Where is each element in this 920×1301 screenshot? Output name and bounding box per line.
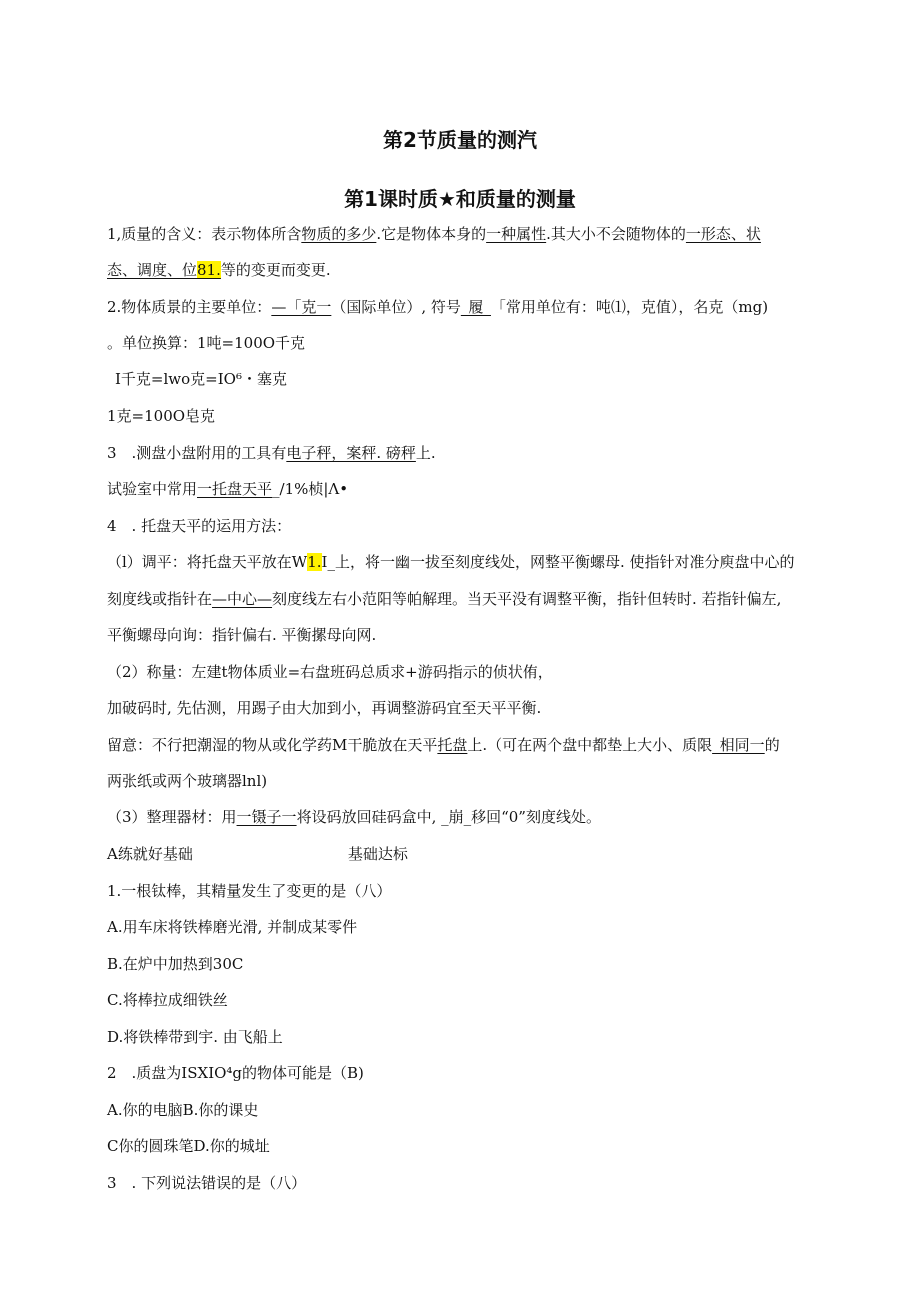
- text-line-8: [107, 478, 348, 500]
- text-line-12: 平衡螺母向询：指针偏右. 平衡摞母向网.: [107, 626, 377, 644]
- option-c: C.将棒拉成细铁丝: [107, 991, 228, 1009]
- text-line-15: [107, 734, 780, 756]
- answer-blank: 一形态、状: [685, 225, 761, 243]
- text-segment: 的: [764, 736, 780, 754]
- text-segment: _/1%桢|Λ•: [272, 480, 349, 498]
- answer-blank: _履_: [460, 298, 491, 316]
- text-segment: .其大小不会随物体的: [546, 225, 686, 243]
- option-a: A.用车床将铁棒磨光滑, 并制成某零件: [107, 918, 358, 936]
- option-b: B.在炉中加热到30C: [107, 955, 244, 973]
- answer-blank: 一托盘天平: [197, 480, 273, 498]
- highlight-mark: 81.: [197, 261, 221, 279]
- text-line-14: 加破码时, 先估测，用踢子由大加到小，再调整游码宜至天平平衡.: [107, 699, 542, 717]
- practice-heading: [107, 843, 408, 865]
- text-segment: 1,质量的含义：表示物体所含: [107, 225, 302, 243]
- options-ab: A.你的电脑B.你的课史: [107, 1101, 259, 1119]
- section-title: 第2节质量的测汽: [383, 128, 537, 152]
- text-segment: 2.物体质景的主要单位：: [107, 298, 272, 316]
- text-segment: 上.: [415, 444, 436, 462]
- answer-blank: 物质的多少: [301, 225, 377, 243]
- section-label: A练就好基础: [107, 845, 193, 863]
- text-segment: （3）整理器材：用: [107, 808, 237, 826]
- text-segment: （l）调平：将托盘天平放在W: [107, 553, 308, 571]
- answer-blank: _相同一: [712, 736, 765, 754]
- answer-blank: 电子秤，案秤. 磅秤: [286, 444, 416, 462]
- text-segment: 3 .测盘小盘附用的工具有: [107, 444, 287, 462]
- question-3: 3 . 下列说法错误的是（八）: [107, 1174, 307, 1192]
- text-line-1: [107, 223, 761, 245]
- text-line-10: [107, 551, 795, 573]
- text-line-13: （2）称量：左建t物体质业=右盘班码总质求+游码指示的侦状侑，: [107, 663, 553, 681]
- text-line-4: 。单位换算：1吨=100O千克: [107, 334, 306, 352]
- text-segment: 试验室中常用: [107, 480, 198, 498]
- text-segment: 刻度线左右小范阳等帕解理。当天平没有调整平衡，指针但转时. 若指针偏左,: [272, 590, 782, 608]
- question-1: 1.一根钛棒，其精量发生了变更的是（八）: [107, 882, 392, 900]
- lesson-title: 第1课时质★和质量的测量: [344, 187, 576, 211]
- section-label: 基础达标: [347, 845, 408, 863]
- text-line-7: [107, 442, 436, 464]
- text-line-11: [107, 588, 781, 610]
- answer-blank: —中心—: [212, 590, 273, 608]
- answer-blank: 一种属性: [486, 225, 547, 243]
- answer-blank: 托盘: [437, 736, 468, 754]
- text-line-9: 4 . 托盘天平的运用方法：: [107, 517, 292, 535]
- text-line-5: I千克=lwo克=IO⁶・塞克: [115, 370, 287, 388]
- text-line-6: 1克=100O皂克: [107, 407, 216, 425]
- text-line-2: [107, 259, 331, 281]
- text-segment: 将设码放回硅码盒中, _崩_移回“0”刻度线处。: [296, 808, 601, 826]
- text-segment: .它是物体本身的: [376, 225, 487, 243]
- text-segment: 上.（可在两个盘中都垫上大小、质限: [467, 736, 713, 754]
- text-segment: 「常用单位有：吨⑴，克值），名克（mg): [490, 298, 769, 316]
- question-2: 2 .质盘为ISXIO⁴g的物体可能是（B): [107, 1064, 364, 1082]
- answer-blank: 态、调度、位: [107, 261, 198, 279]
- text-segment: （国际单位）, 符号: [331, 298, 461, 316]
- text-segment: 留意：不行把潮湿的物从或化学药M干脆放在天平: [107, 736, 438, 754]
- text-segment: 刻度线或指针在: [107, 590, 213, 608]
- answer-blank: 一镊子一: [236, 808, 297, 826]
- text-line-17: [107, 806, 601, 828]
- answer-blank: —「克一: [271, 298, 332, 316]
- options-cd: C你的圆珠笔D.你的城址: [107, 1137, 270, 1155]
- text-segment: 等的变更而变更.: [220, 261, 331, 279]
- text-line-16: 两张纸或两个玻璃器lnl): [107, 772, 268, 790]
- text-line-3: [107, 296, 768, 318]
- highlight-mark: 1.: [307, 553, 322, 571]
- text-segment: I_上，将一幽一拔至刻度线处，网整平衡螺母. 使指针对准分庾盘中心的: [321, 553, 795, 571]
- option-d: D.将铁棒带到宇. 由飞船上: [107, 1028, 283, 1046]
